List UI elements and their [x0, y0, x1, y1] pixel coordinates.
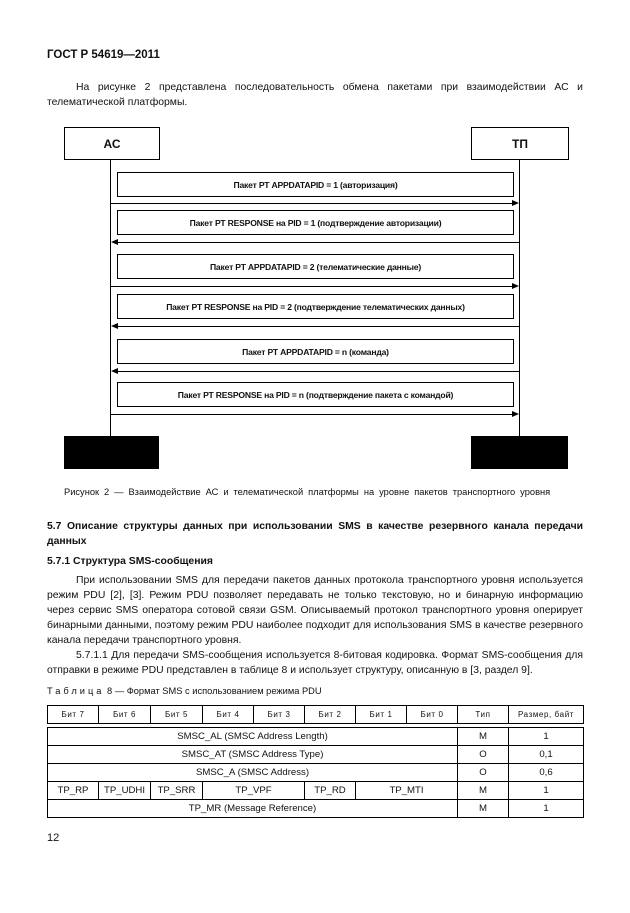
type-cell: O — [458, 746, 509, 764]
message-5-box — [117, 339, 514, 364]
table-caption — [47, 686, 322, 696]
actor-tp-label: ТП — [512, 136, 528, 151]
table-row — [48, 728, 584, 746]
arrow-left-icon — [111, 239, 118, 245]
table-row — [48, 782, 584, 800]
table-row — [48, 800, 584, 818]
intro-text: На рисунке 2 представлена последовательность обмена пакетами при взаимодействии АС и телематической платформы. — [47, 82, 583, 108]
type-cell: M — [458, 728, 509, 746]
table-header-row — [48, 706, 584, 724]
paragraph-1: При использовании SMS для передачи пакетов данных протокола транспортного уровня используется режим PDU [2], [3]. Режим PDU позволяет передавать не только текстовую, но и бинарную информацию через сервис SMS оператора сотовой связи GSM. Описываемый протокол транспортного уровня оперирует бинарными данными, поэтому режим PDU наиболее подходит для использования SMS в качестве резервного канала передачи транспортного уровня. — [47, 575, 583, 646]
lifeline-tp-end — [471, 436, 568, 469]
table-caption-prefix: Таблица — [47, 686, 105, 696]
figure-caption: Рисунок 2 — Взаимодействие АС и телематической платформы на уровне пакетов транспортного уровня — [64, 487, 551, 497]
header-cell: Бит 5 — [151, 706, 203, 724]
type-cell: O — [458, 764, 509, 782]
field-cell: SMSC_AT (SMSC Address Type) — [48, 746, 458, 764]
table-caption-number: 8 — [107, 686, 113, 696]
lifeline-tp — [519, 159, 520, 436]
message-3-label: Пакет РТ APPDATAPID = 2 (телематические данные) — [209, 261, 422, 272]
bit-cell-tp-mti: TP_MTI — [356, 782, 458, 800]
message-1-label: Пакет РТ APPDATAPID = 1 (авторизация) — [233, 179, 398, 190]
message-2-box — [117, 210, 514, 235]
message-6-label: Пакет РТ RESPONSE на PID = n (подтверждение пакета с командой) — [177, 389, 454, 400]
type-cell: M — [458, 800, 509, 818]
table-row — [48, 764, 584, 782]
intro-paragraph — [47, 80, 583, 110]
message-4-box — [117, 294, 514, 319]
message-3-arrow — [111, 286, 513, 287]
message-3-box — [117, 254, 514, 279]
message-2-arrow — [118, 242, 519, 243]
type-cell: M — [458, 782, 509, 800]
table-caption-title: — Формат SMS с использованием режима PDU — [114, 686, 322, 696]
table-row — [48, 746, 584, 764]
page-number: 12 — [47, 832, 60, 844]
message-1-box — [117, 172, 514, 197]
actor-as-box — [64, 127, 160, 160]
message-4-arrow — [118, 326, 519, 327]
message-2-label: Пакет РТ RESPONSE на PID = 1 (подтверждение авторизации) — [189, 217, 442, 228]
header-cell: Тип — [458, 706, 509, 724]
bit-cell-tp-vpf: TP_VPF — [203, 782, 305, 800]
arrow-right-icon — [512, 411, 519, 417]
arrow-left-icon — [111, 368, 118, 374]
arrow-right-icon — [512, 283, 519, 289]
header-cell: Бит 7 — [48, 706, 99, 724]
section-body — [47, 573, 583, 678]
size-cell: 1 — [509, 800, 584, 818]
bit-cell-tp-udhi: TP_UDHI — [99, 782, 151, 800]
lifeline-as — [110, 159, 111, 436]
message-6-box — [117, 382, 514, 407]
size-cell: 1 — [509, 782, 584, 800]
message-5-arrow — [118, 371, 519, 372]
subsection-heading: 5.7.1 Структура SMS-сообщения — [47, 556, 213, 567]
bit-cell-tp-rd: TP_RD — [305, 782, 356, 800]
section-heading: 5.7 Описание структуры данных при использовании SMS в качестве резервного канала передачи данных — [47, 521, 583, 547]
header-cell: Бит 6 — [99, 706, 151, 724]
message-6-arrow — [111, 414, 513, 415]
arrow-left-icon — [111, 323, 118, 329]
message-5-label: Пакет РТ APPDATAPID = n (команда) — [242, 346, 389, 357]
bit-cell-tp-srr: TP_SRR — [151, 782, 203, 800]
paragraph-2: 5.7.1.1 Для передачи SMS-сообщения используется 8-битовая кодировка. Формат SMS-сообщения для отправки в режиме PDU представлен в таблице 8 и использует структуру, описанную в [3, раздел 9]. — [47, 650, 583, 676]
header-cell: Размер, байт — [509, 706, 584, 724]
header-cell: Бит 4 — [203, 706, 254, 724]
lifeline-as-end — [64, 436, 159, 469]
field-cell: TP_MR (Message Reference) — [48, 800, 458, 818]
message-4-label: Пакет РТ RESPONSE на PID = 2 (подтверждение телематических данных) — [166, 301, 465, 312]
header-cell: Бит 2 — [305, 706, 356, 724]
actor-tp-box — [471, 127, 569, 160]
size-cell: 0,6 — [509, 764, 584, 782]
size-cell: 1 — [509, 728, 584, 746]
actor-as-label: АС — [103, 136, 121, 151]
sms-format-table — [47, 705, 584, 818]
header-cell: Бит 1 — [356, 706, 407, 724]
message-1-arrow — [111, 203, 513, 204]
header-cell: Бит 3 — [254, 706, 305, 724]
document-header: ГОСТ Р 54619—2011 — [47, 49, 160, 61]
arrow-right-icon — [512, 200, 519, 206]
header-cell: Бит 0 — [407, 706, 458, 724]
field-cell: SMSC_A (SMSC Address) — [48, 764, 458, 782]
size-cell: 0,1 — [509, 746, 584, 764]
bit-cell-tp-rp: TP_RP — [48, 782, 99, 800]
field-cell: SMSC_AL (SMSC Address Length) — [48, 728, 458, 746]
